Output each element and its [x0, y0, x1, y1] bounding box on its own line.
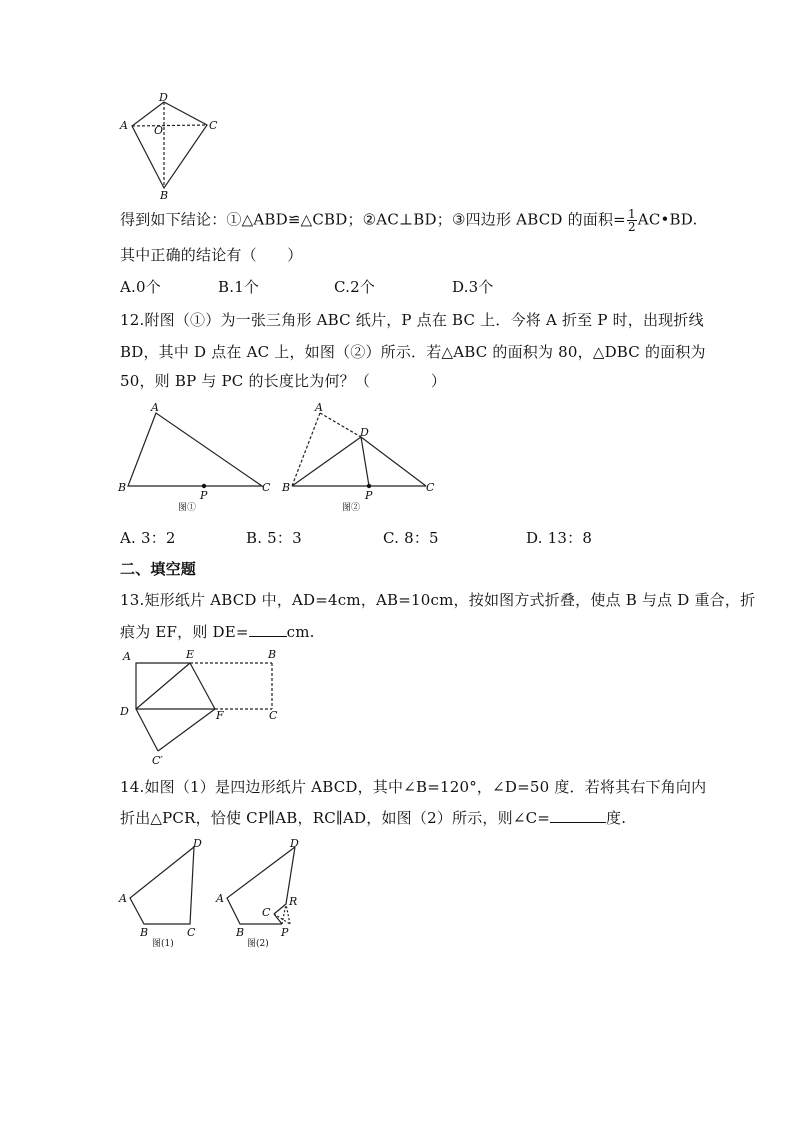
q13-label-a: A [123, 650, 131, 663]
q12-fig2-label-p: P [365, 489, 373, 502]
q12-fig2-label-d: D [360, 426, 369, 439]
q14-fig2-label-r: R [289, 895, 298, 908]
q14-figures [116, 834, 312, 952]
q11-question: 其中正确的结论有（ ） [120, 246, 303, 264]
q14-text-line2: 折出△PCR，恰使 CP∥AB，RC∥AD，如图（2）所示，则∠C= 度. [120, 809, 627, 827]
q12-fig2-label-c: C [426, 481, 435, 494]
q12-option-b[interactable]: B. 5：3 [246, 529, 302, 547]
kite-label-d: D [159, 92, 168, 104]
section-title: 二、填空题 [120, 560, 197, 578]
q12-text-line3: 50，则 BP 与 PC 的长度比为何？（ ） [120, 372, 447, 390]
q13-figure [116, 646, 288, 768]
q12-fig2-label-a: A [315, 401, 323, 414]
q12-fig1-label-c: C [262, 481, 271, 494]
q13-answer-blank[interactable] [249, 621, 287, 637]
q14-fig2-label-a: A [216, 892, 224, 905]
q12-figure-2 [280, 400, 440, 516]
q11-option-c[interactable]: C.2个 [334, 278, 376, 296]
kite-label-b: B [160, 189, 169, 202]
q14-answer-blank[interactable] [550, 807, 606, 823]
q14-fig1-label-c: C [187, 926, 196, 939]
q11-option-a[interactable]: A.0个 [120, 278, 161, 296]
q14-fig1-label-d: D [193, 837, 202, 850]
q12-option-c[interactable]: C. 8：5 [383, 529, 439, 547]
q12-fig1-caption: 图① [178, 503, 197, 513]
q14-fig1-label-a: A [119, 892, 127, 905]
q12-text-line1: 12.附图（①）为一张三角形 ABC 纸片，P 点在 BC 上．今将 A 折至 P 时，出现折线 [120, 311, 704, 329]
q12-option-a[interactable]: A. 3：2 [120, 529, 176, 547]
q11-option-b[interactable]: B.1个 [218, 278, 260, 296]
q14-fig2-label-p: P [281, 926, 289, 939]
q13-label-e: E [186, 648, 195, 661]
kite-label-c: C [209, 119, 218, 132]
q12-fig2-caption: 图② [342, 503, 361, 513]
q13-label-c-prime: C′ [152, 754, 163, 767]
q14-fig2-label-b: B [236, 926, 245, 939]
q12-fig1-label-p: P [200, 489, 208, 502]
q13-text-line2: 痕为 EF，则 DE= cm. [120, 623, 315, 641]
kite-figure [116, 92, 226, 204]
q13-label-c: C [269, 709, 278, 722]
q13-label-f: F [216, 709, 224, 722]
q12-figure-1 [116, 400, 276, 516]
q14-fig1-caption: 图(1) [152, 939, 174, 949]
q14-text-line1: 14.如图（1）是四边形纸片 ABCD，其中∠B=120°，∠D=50 度．若将其右下角向内 [120, 778, 707, 796]
q13-label-d: D [120, 705, 129, 718]
q12-fig1-label-b: B [118, 481, 127, 494]
q14-fig2-label-d: D [290, 837, 299, 850]
q14-fig2-caption: 图(2) [247, 939, 269, 949]
q12-fig1-label-a: A [151, 401, 159, 414]
q12-option-d[interactable]: D. 13：8 [526, 529, 593, 547]
q11-option-d[interactable]: D.3个 [452, 278, 494, 296]
kite-label-a: A [120, 119, 128, 132]
fraction-one-half: $\frac{1}{2}$ [627, 207, 636, 234]
q14-fig1-label-b: B [140, 926, 149, 939]
q11-conclusion: 得到如下结论：①△ABD≌△CBD；②AC⊥BD；③四边形 ABCD 的面积= $\frac{1}{2}$ AC•BD. [120, 207, 698, 234]
kite-label-o: O [154, 124, 164, 137]
q12-fig2-label-b: B [282, 481, 291, 494]
q12-text-line2: BD，其中 D 点在 AC 上，如图（②）所示．若△ABC 的面积为 80，△DBC 的面积为 [120, 343, 706, 361]
q13-label-b: B [268, 648, 277, 661]
q14-fig2-label-c: C [262, 906, 271, 919]
q13-text-line1: 13.矩形纸片 ABCD 中，AD=4cm，AB=10cm，按如图方式折叠，使点 B 与点 D 重合，折 [120, 591, 756, 609]
